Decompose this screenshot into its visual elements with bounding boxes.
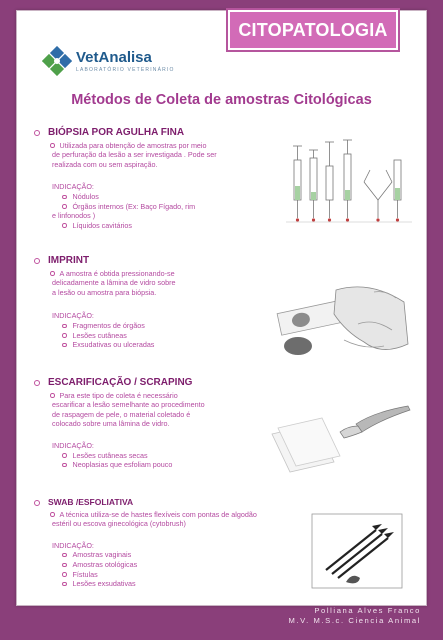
section-text: escarificar a lesão semelhante ao procedimento bbox=[52, 400, 205, 410]
imprint-technique-illustration bbox=[274, 284, 412, 370]
logo-subtitle: LABORATÓRIO VETERINÁRIO bbox=[76, 66, 175, 73]
list-item: Amostras vaginais bbox=[36, 550, 366, 560]
list-item: Órgãos internos (Ex: Baço Fígado, rim bbox=[36, 202, 306, 212]
indication-label: INDICAÇÃO: bbox=[52, 440, 94, 450]
section-heading: ESCARIFICAÇÃO / SCRAPING bbox=[36, 378, 306, 388]
author-credit bbox=[289, 606, 421, 626]
list-item: Exsudativas ou ulceradas bbox=[36, 340, 266, 350]
bullet-icon bbox=[62, 195, 67, 200]
bullet-icon bbox=[62, 324, 67, 329]
section-text: estéril ou escova ginecológica (cytobrush) bbox=[52, 519, 186, 529]
section-heading: BIÓPSIA POR AGULHA FINA bbox=[36, 128, 306, 138]
list-item-continuation: e linfonodos ) bbox=[52, 211, 96, 221]
list-item: Fístulas bbox=[36, 570, 366, 580]
indication-label: INDICAÇÃO: bbox=[52, 311, 94, 321]
section-text: Para este tipo de coleta é necessário bbox=[59, 390, 178, 400]
bullet-icon bbox=[62, 453, 67, 458]
list-item: Amostras otológicas bbox=[36, 560, 366, 570]
section-text: a lesão ou amostra para biópsia. bbox=[52, 287, 157, 297]
author-name: Polliana Alves Franco bbox=[314, 606, 421, 615]
bullet-icon bbox=[34, 130, 40, 136]
page-title: Métodos de Coleta de amostras Citológicas bbox=[71, 92, 372, 108]
section-heading: SWAB /ESFOLIATIVA bbox=[36, 498, 366, 508]
section-text: colocado sobre uma lâmina de vidro. bbox=[52, 419, 170, 429]
bullet-icon bbox=[62, 333, 67, 338]
swab-collection-illustration bbox=[306, 508, 408, 594]
bullet-icon bbox=[34, 500, 40, 506]
list-item: Lesões cutâneas bbox=[36, 331, 266, 341]
bullet-icon bbox=[50, 393, 55, 398]
list-item: Fragmentos de órgãos bbox=[36, 321, 266, 331]
bullet-icon bbox=[62, 223, 67, 228]
bullet-icon bbox=[50, 512, 55, 517]
vetanalisa-logo bbox=[42, 44, 222, 78]
list-item: Neoplasias que esfoliam pouco bbox=[36, 460, 306, 470]
section-text: Utilizada para obtenção de amostras por meio bbox=[59, 140, 207, 150]
list-item: Lesões cutâneas secas bbox=[36, 451, 306, 461]
section-imprint bbox=[36, 256, 266, 350]
bullet-icon bbox=[34, 258, 40, 264]
scalpel-slides-illustration bbox=[264, 398, 414, 478]
section-text: de raspagem de pele, o material coletado é bbox=[52, 409, 191, 419]
logo-emblem-icon bbox=[42, 46, 72, 76]
section-heading: IMPRINT bbox=[36, 256, 266, 266]
category-banner: CITOPATOLOGIA bbox=[228, 10, 398, 50]
list-item: Lesões exsudativas bbox=[36, 579, 366, 589]
section-text: A técnica utiliza-se de hastes flexíveis com pontas de algodão bbox=[59, 509, 257, 519]
logo-name: VetAnalisa bbox=[76, 48, 152, 66]
section-biopsia bbox=[36, 128, 306, 230]
bullet-icon bbox=[62, 204, 67, 209]
section-text: delicadamente a lâmina de vidro sobre bbox=[52, 278, 176, 288]
section-text: de perfuração da lesão a ser investigada . Pode ser bbox=[52, 150, 217, 160]
list-item: Nódulos bbox=[36, 192, 306, 202]
bullet-icon bbox=[50, 271, 55, 276]
bullet-icon bbox=[62, 582, 67, 587]
syringe-aspiration-illustration bbox=[286, 136, 414, 232]
author-title: M.V. M.S.c. Ciencia Animal bbox=[288, 616, 421, 625]
indication-label: INDICAÇÃO: bbox=[52, 182, 94, 192]
bullet-icon bbox=[62, 463, 67, 468]
bullet-icon bbox=[50, 143, 55, 148]
indication-label: INDICAÇÃO: bbox=[52, 540, 94, 550]
bullet-icon bbox=[62, 553, 67, 558]
section-text: realizada com ou sem aspiração. bbox=[52, 159, 158, 169]
bullet-icon bbox=[34, 380, 40, 386]
bullet-icon bbox=[62, 572, 67, 577]
bullet-icon bbox=[62, 343, 67, 348]
bullet-icon bbox=[62, 563, 67, 568]
list-item: Líquidos cavitários bbox=[36, 221, 306, 231]
section-text: A amostra é obtida pressionando-se bbox=[59, 268, 175, 278]
